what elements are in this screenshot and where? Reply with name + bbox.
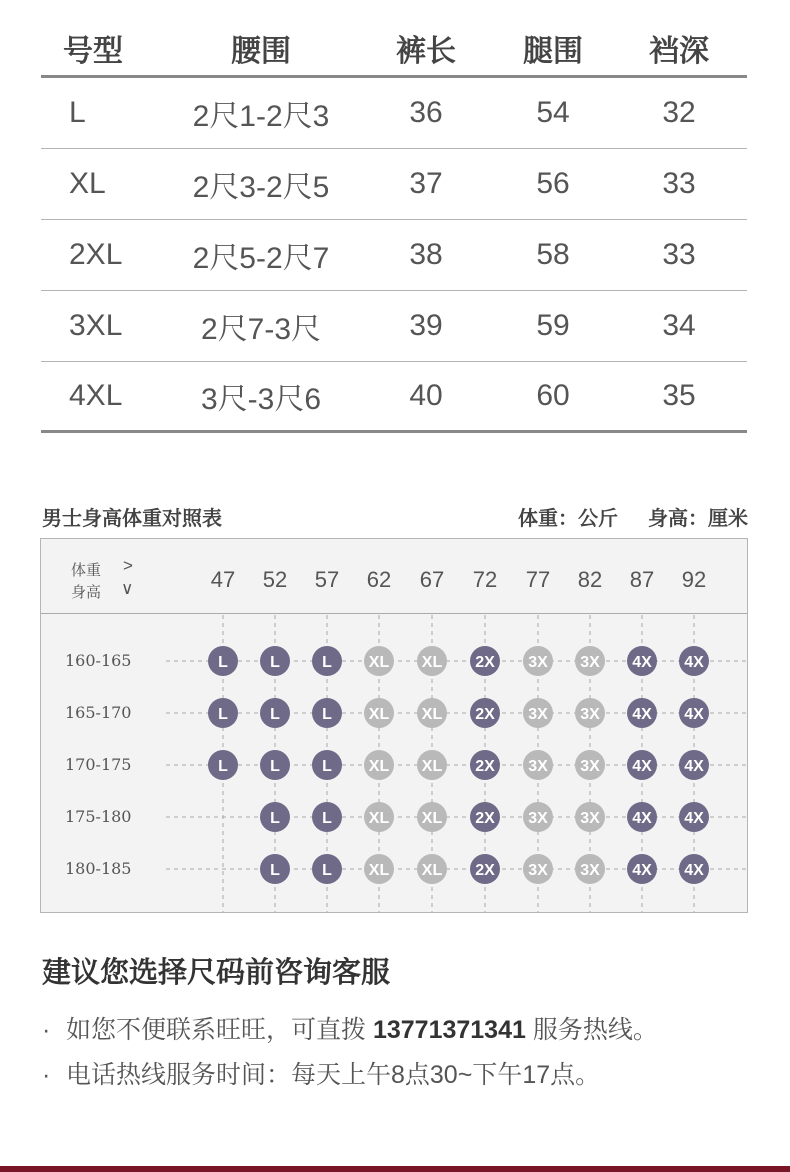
hw-unit-height: 身高：厘米 xyxy=(648,508,748,530)
corner-height-label: 身高 xyxy=(71,584,102,601)
note-text: 电话热线服务时间：每天上午8点30~下午17点。 xyxy=(66,1061,601,1089)
size-dot-label: 2X xyxy=(475,862,495,879)
header-length: 裤长 xyxy=(396,35,456,68)
cell-length: 39 xyxy=(409,309,443,342)
size-dot-label: 4X xyxy=(632,706,652,723)
table-row xyxy=(41,362,747,433)
size-dot-label: 4X xyxy=(632,654,652,671)
note-line-hours xyxy=(42,1055,600,1091)
size-dot-label: 4X xyxy=(684,862,704,879)
size-dot-label: L xyxy=(270,706,280,723)
size-dot-label: L xyxy=(218,758,228,775)
table-row xyxy=(41,291,747,362)
size-dot-label: L xyxy=(270,810,280,827)
weight-label: 62 xyxy=(366,567,392,592)
cell-thigh: 60 xyxy=(536,379,570,412)
cell-rise: 32 xyxy=(662,96,696,129)
weight-label: 67 xyxy=(419,567,445,592)
size-dot-label: 3X xyxy=(580,706,600,723)
size-dot-label: 4X xyxy=(684,758,704,775)
size-dot-label: 3X xyxy=(580,862,600,879)
size-table-header xyxy=(41,0,747,78)
cell-rise: 34 xyxy=(662,309,696,342)
cell-size: 2XL xyxy=(69,238,123,271)
size-dot-label: XL xyxy=(368,810,390,827)
height-label: 160-165 xyxy=(65,651,132,670)
size-dot-label: 4X xyxy=(684,654,704,671)
size-dot-label: 4X xyxy=(632,862,652,879)
cell-length: 36 xyxy=(409,96,443,129)
weight-label: 92 xyxy=(681,567,707,592)
size-dot-label: 3X xyxy=(528,862,548,879)
header-size: 号型 xyxy=(63,35,123,68)
weight-label: 57 xyxy=(314,567,340,592)
size-dot-label: 4X xyxy=(632,758,652,775)
corner-weight-label: 体重 xyxy=(71,562,102,579)
size-dot-label: 3X xyxy=(580,810,600,827)
size-dot-label: L xyxy=(322,862,332,879)
size-dot-label: XL xyxy=(368,862,390,879)
cell-length: 37 xyxy=(409,167,443,200)
size-dot-label: 3X xyxy=(528,758,548,775)
cell-size: L xyxy=(69,96,86,129)
hw-chart xyxy=(40,538,748,913)
height-label: 180-185 xyxy=(65,859,132,878)
cell-waist: 3尺-3尺6 xyxy=(200,383,322,416)
size-dot-label: L xyxy=(270,654,280,671)
size-dot-label: XL xyxy=(368,758,390,775)
size-dot-label: 2X xyxy=(475,654,495,671)
cell-waist: 2尺7-3尺 xyxy=(200,313,322,346)
size-dot-label: L xyxy=(218,706,228,723)
header-thigh: 腿围 xyxy=(523,35,583,68)
size-dot-label: L xyxy=(322,706,332,723)
arrow-right-icon: > xyxy=(123,556,133,575)
size-dot-label: XL xyxy=(421,862,443,879)
size-table xyxy=(41,0,747,433)
arrow-down-icon: ∨ xyxy=(121,579,134,598)
height-label: 170-175 xyxy=(65,755,132,774)
size-dot-label: 3X xyxy=(528,810,548,827)
size-dot-label: 4X xyxy=(684,706,704,723)
header-waist: 腰围 xyxy=(231,35,291,68)
table-row xyxy=(41,220,747,291)
size-dot-label: L xyxy=(270,758,280,775)
cell-rise: 35 xyxy=(662,379,696,412)
cell-rise: 33 xyxy=(662,167,696,200)
weight-label: 52 xyxy=(262,567,288,592)
header-rise: 裆深 xyxy=(649,35,709,68)
size-dot-label: XL xyxy=(421,810,443,827)
cell-size: 4XL xyxy=(69,379,123,412)
cell-waist: 2尺1-2尺3 xyxy=(192,100,330,133)
cell-thigh: 59 xyxy=(536,309,570,342)
size-dot-label: XL xyxy=(421,654,443,671)
table-row xyxy=(41,149,747,220)
cell-length: 38 xyxy=(409,238,443,271)
size-dot-label: XL xyxy=(421,706,443,723)
hw-chart-grid xyxy=(41,539,747,912)
table-row xyxy=(41,78,747,149)
size-dot-label: 3X xyxy=(580,654,600,671)
height-label: 175-180 xyxy=(65,807,132,826)
cell-waist: 2尺3-2尺5 xyxy=(192,171,330,204)
hw-chart-title: 男士身高体重对照表 xyxy=(42,508,222,530)
bottom-accent-bar xyxy=(0,1166,790,1172)
cell-thigh: 56 xyxy=(536,167,570,200)
size-dot-label: 2X xyxy=(475,758,495,775)
cell-length: 40 xyxy=(409,379,443,412)
cell-thigh: 58 xyxy=(536,238,570,271)
phone-number[interactable]: 13771371341 xyxy=(372,1016,526,1044)
height-label: 165-170 xyxy=(65,703,132,722)
hw-unit-weight: 体重：公斤 xyxy=(518,508,618,530)
weight-label: 87 xyxy=(629,567,655,592)
size-dot-label: XL xyxy=(421,758,443,775)
weight-label: 82 xyxy=(577,567,603,592)
size-dot-label: XL xyxy=(368,706,390,723)
size-dot-label: L xyxy=(322,758,332,775)
note-text: 如您不便联系旺旺，可直拨 xyxy=(66,1016,373,1044)
size-dot-label: L xyxy=(322,810,332,827)
size-dot-label: 3X xyxy=(580,758,600,775)
size-dot-label: 3X xyxy=(528,706,548,723)
size-dot-label: 4X xyxy=(632,810,652,827)
cell-rise: 33 xyxy=(662,238,696,271)
cell-size: XL xyxy=(69,167,106,200)
size-dot-label: L xyxy=(270,862,280,879)
cell-thigh: 54 xyxy=(536,96,570,129)
weight-label: 72 xyxy=(472,567,498,592)
bullet: · xyxy=(42,1016,51,1044)
weight-label: 47 xyxy=(210,567,236,592)
size-dot-label: 2X xyxy=(475,706,495,723)
cell-size: 3XL xyxy=(69,309,123,342)
note-text: 服务热线。 xyxy=(525,1016,658,1044)
size-dot-label: 4X xyxy=(684,810,704,827)
size-dot-label: 3X xyxy=(528,654,548,671)
size-dot-label: XL xyxy=(368,654,390,671)
notes-title: 建议您选择尺码前咨询客服 xyxy=(42,957,391,989)
weight-label: 77 xyxy=(525,567,551,592)
bullet: · xyxy=(42,1061,51,1089)
cell-waist: 2尺5-2尺7 xyxy=(192,242,330,275)
size-dot-label: L xyxy=(218,654,228,671)
size-dot-label: 2X xyxy=(475,810,495,827)
note-line-contact xyxy=(42,1010,658,1046)
size-dot-label: L xyxy=(322,654,332,671)
